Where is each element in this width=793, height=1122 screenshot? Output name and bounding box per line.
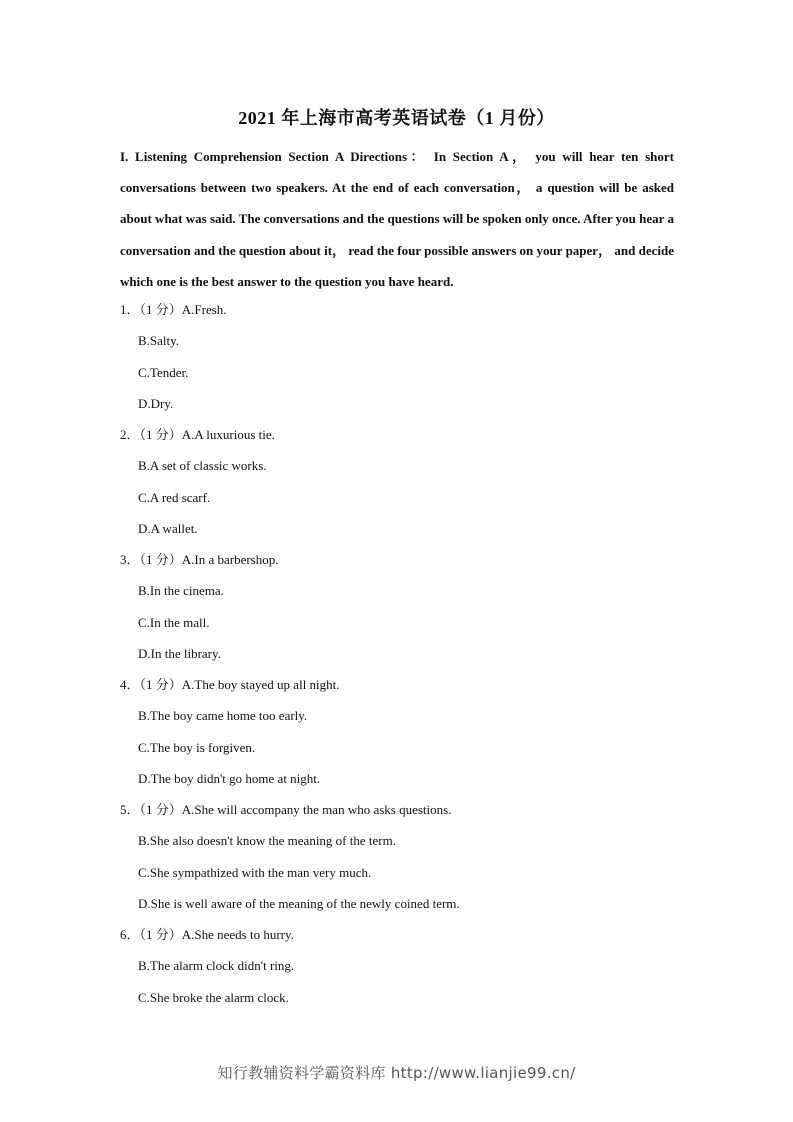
question-3-option-d: D.In the library. [138,645,221,661]
question-2-option-b: B.A set of classic works. [138,458,267,474]
page-title: 2021 年上海市高考英语试卷（1 月份） [238,108,555,128]
question-4-option-b: B.The boy came home too early. [138,708,308,724]
question-2-option-c: C.A red scarf. [138,489,211,505]
question-1-option-b: B.Salty. [138,333,180,349]
question-4-option-d: D.The boy didn't go home at night. [138,770,321,786]
question-2-option-d: D.A wallet. [138,520,198,536]
question-5-option-d: D.She is well aware of the meaning of the newly coined term. [138,895,460,911]
question-1-option-c: C.Tender. [138,364,189,380]
question-3-option-c: C.In the mall. [138,614,210,630]
question-6-stem: 6．（1 分）A.She needs to hurry. [120,927,294,942]
question-3-stem: 3．（1 分）A.In a barbershop. [120,552,279,567]
question-6-option-c: C.She broke the alarm clock. [138,989,289,1005]
question-6-option-b: B.The alarm clock didn't ring. [138,958,295,974]
question-5-option-b: B.She also doesn't know the meaning of the term. [138,833,396,849]
question-5-option-c: C.She sympathized with the man very much. [138,864,372,880]
question-1-stem: 1．（1 分）A.Fresh. [120,302,227,317]
question-5-stem: 5．（1 分）A.She will accompany the man who asks questions. [120,802,452,817]
question-1-option-d: D.Dry. [138,395,174,411]
question-2-stem: 2．（1 分）A.A luxurious tie. [120,427,275,442]
listening-directions: I. Listening Comprehension Section A Directions： In Section A， you will hear ten short conversations between two speakers. At the end of each conversation， a question will be asked about what was said. The conversations and the questions will be spoken only once. After you hear a conversation and the question about it， read the four possible answers on your paper， and decide which one is the best answer to the question you have heard. [120,149,674,289]
question-3-option-b: B.In the cinema. [138,583,224,599]
question-4-stem: 4．（1 分）A.The boy stayed up all night. [120,677,340,692]
footer-watermark: 知行教辅资料学霸资料库 http://www.lianjie99.cn/ [217,1064,576,1082]
question-4-option-c: C.The boy is forgiven. [138,739,256,755]
question-list [120,294,674,1013]
